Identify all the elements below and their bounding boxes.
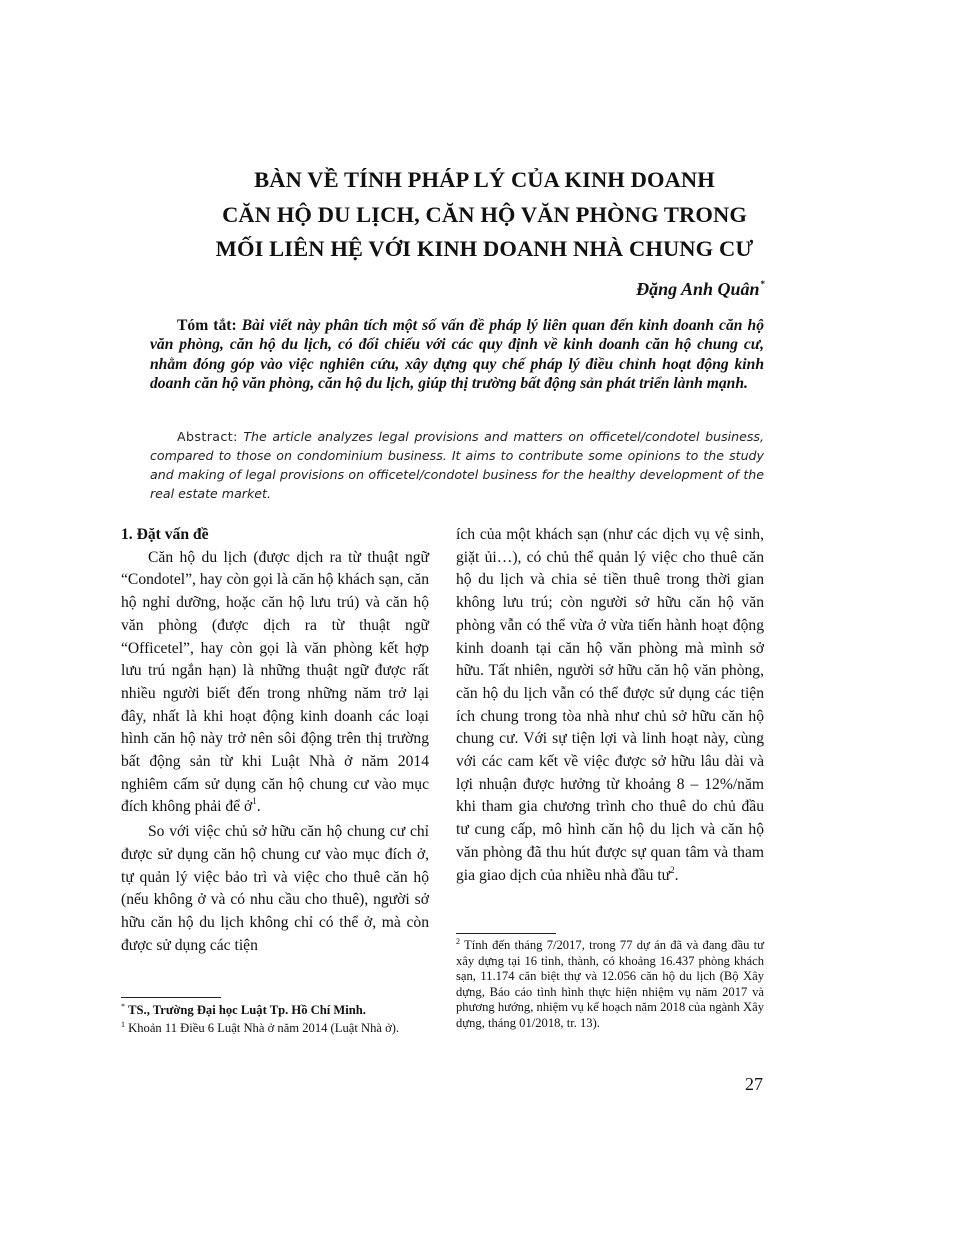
left-footnote-rule (121, 997, 221, 998)
abstract-text: The article analyzes legal provisions and matters on officetel/condotel business, compared to those on condominium business. It aims to contribute some opinions to the study and making of legal provisions on officetel/condotel business for the healthy development of the real estate market. (150, 429, 764, 501)
footnote-1-text: Khoản 11 Điều 6 Luật Nhà ở năm 2014 (Luật Nhà ở). (128, 1020, 400, 1035)
paragraph-1-text: Căn hộ du lịch (được dịch ra từ thuật ngữ “Condotel”, hay còn gọi là căn hộ khách sạn, căn hộ nghỉ dưỡng, hoặc căn hộ lưu trú) và căn hộ văn phòng (được dịch ra từ thuật ngữ “Officetel”, hay còn gọi là văn phòng kết hợp lưu trú ngắn hạn) là những thuật ngữ được rất nhiều người biết đến trong những năm trở lại đây, nhất là khi hoạt động kinh doanh các loại hình căn hộ này trở nên sôi động trên thị trường bất động sản từ khi Luật Nhà ở năm 2014 nghiêm cấm sử dụng căn hộ chung cư vào mục đích không phải để ở (121, 548, 429, 816)
summary-label: Tóm tắt: (177, 317, 237, 334)
author-footnote-marker: * (760, 279, 765, 289)
author-affiliation: TS., Trường Đại học Luật Tp. Hồ Chí Minh. (128, 1003, 366, 1017)
paragraph-3-text: ích của một khách sạn (như các dịch vụ vệ sinh, giặt ủi…), có chủ thể quản lý việc cho thuê căn hộ du lịch và chia sẻ tiền thuê trong thời gian không lưu trú; còn người sở hữu căn hộ văn phòng vẫn có thể vừa ở vừa tiến hành hoạt động kinh doanh tại căn hộ văn phòng mà mình sở hữu. Tất nhiên, người sở hữu căn hộ văn phòng, căn hộ du lịch vẫn có thể được sử dụng các tiện ích chung trong tòa nhà như chủ sở hữu căn hộ chung cư. Với sự tiện lợi và linh hoạt này, cùng với các cam kết về việc được sở hữu lâu dài và lợi nhuận được hưởng từ khoảng 8 – 12%/năm khi tham gia chương trình cho thuê do chủ đầu tư cung cấp, mô hình căn hộ du lịch và căn hộ văn phòng đã thu hút được sự quan tâm và tham gia giao dịch của nhiều nhà đầu tư (456, 526, 764, 884)
right-footnotes (456, 938, 764, 1033)
vietnamese-summary (150, 316, 764, 393)
author-footnote (121, 1002, 429, 1019)
article-title (120, 163, 849, 267)
right-column (456, 524, 764, 887)
author (636, 279, 765, 300)
footnote-ref-1: 1 (252, 796, 257, 807)
title-line-2: CĂN HỘ DU LỊCH, CĂN HỘ VĂN PHÒNG TRONG (222, 201, 747, 227)
left-footnotes (121, 1002, 429, 1037)
left-column (121, 524, 429, 957)
paragraph-3-end: . (674, 866, 679, 884)
paragraph-2: So với việc chủ sở hữu căn hộ chung cư chỉ được sử dụng căn hộ chung cư vào mục đích ở, tự quản lý việc bảo trì và việc cho thuê căn hộ (nếu không ở và có nhu cầu cho thuê), người sở hữu căn hộ du lịch không chỉ có thể ở, mà còn được sử dụng các tiện (121, 823, 429, 954)
title-line-1: BÀN VỀ TÍNH PHÁP LÝ CỦA KINH DOANH (254, 167, 715, 192)
page-number: 27 (745, 1074, 763, 1094)
footnote-ref-2: 2 (670, 864, 675, 875)
paragraph-3 (456, 524, 764, 887)
section-heading: 1. Đặt vấn đề (121, 526, 209, 543)
author-footnote-sign: * (121, 1002, 125, 1011)
footnote-2-text: Tính đến tháng 7/2017, trong 77 dự án đã và đang đầu tư xây dựng tại 16 tỉnh, thành, có khoảng 16.437 phòng khách sạn, 11.174 căn biệt thự và 12.056 căn hộ du lịch (Bộ Xây dựng, Báo cáo tình hình thực hiện nhiệm vụ năm 2017 và phương hướng, nhiệm vụ kế hoạch năm 2018 của ngành Xây dựng, tháng 01/2018, tr. 13). (456, 938, 765, 1030)
paragraph-1 (121, 547, 429, 819)
paragraph-1-end: . (256, 798, 261, 816)
footnote-2 (456, 938, 764, 1032)
right-footnote-rule (456, 933, 556, 934)
footnote-1 (121, 1020, 429, 1037)
abstract-label: Abstract: (177, 429, 238, 444)
author-name: Đặng Anh Quân (636, 279, 760, 299)
footnote-2-marker: 2 (456, 937, 460, 946)
summary-text: Bài viết này phân tích một số vấn đề pháp lý liên quan đến kinh doanh căn hộ văn phòng, căn hộ du lịch, có đối chiếu với các quy định về kinh doanh căn hộ chung cư, nhằm đóng góp vào việc nghiên cứu, xây dựng quy chế pháp lý điều chỉnh hoạt động kinh doanh căn hộ văn phòng, căn hộ du lịch, giúp thị trường bất động sản phát triển lành mạnh. (150, 317, 765, 392)
english-abstract (150, 427, 764, 503)
title-line-3: MỐI LIÊN HỆ VỚI KINH DOANH NHÀ CHUNG CƯ (215, 236, 754, 261)
footnote-1-marker: 1 (121, 1019, 125, 1029)
